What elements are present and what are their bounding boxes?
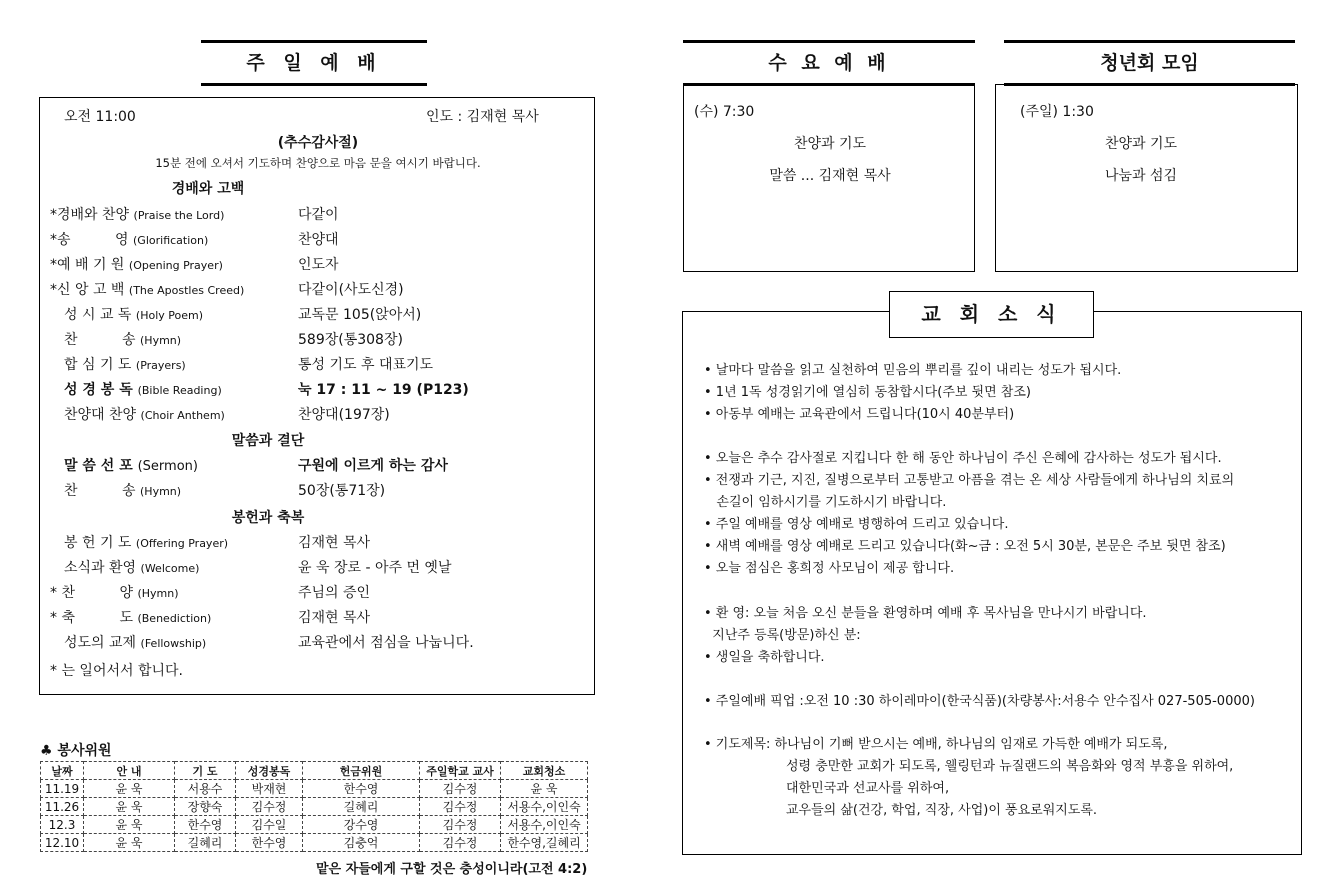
- table-cell: 서용수,이인숙: [501, 798, 588, 816]
- news-line: • 생일을 축하합니다.: [704, 650, 825, 665]
- section-word: 말씀과 결단: [231, 433, 305, 449]
- section-offering: 봉헌과 축복: [231, 510, 305, 526]
- col-header: 주일학교 교사: [420, 762, 501, 780]
- order-item: 성 시 교 독 (Holy Poem): [64, 307, 204, 323]
- news-line: • 오늘 점심은 홍희정 사모님이 제공 합니다.: [704, 561, 955, 576]
- order-value: 다같이(사도신경): [298, 282, 404, 298]
- order-item: 합 심 기 도 (Prayers): [64, 357, 186, 373]
- order-value: 찬양대: [298, 232, 339, 248]
- order-value: 589장(통308장): [298, 332, 403, 348]
- order-value: 주님의 증인: [298, 585, 371, 601]
- order-item: * 축 도 (Benediction): [50, 610, 212, 626]
- wednesday-title: 수 요 예 배: [683, 40, 975, 86]
- service-time: 오전 11:00: [64, 109, 136, 125]
- news-line: 교우들의 삶(건강, 학업, 직장, 사업)이 풍요로워지도록.: [786, 803, 1098, 818]
- order-value: 김재현 목사: [298, 610, 371, 626]
- table-row: [41, 834, 588, 852]
- table-cell: 김수정: [236, 798, 303, 816]
- table-header-row: [41, 762, 588, 780]
- table-cell: 윤 욱: [84, 816, 175, 834]
- table-cell: 김충억: [303, 834, 420, 852]
- news-line: • 아동부 예배는 교육관에서 드립니다(10시 40분부터): [704, 407, 1015, 422]
- order-value: 찬양대(197장): [298, 407, 390, 423]
- table-cell: 윤 욱: [84, 834, 175, 852]
- order-item: 찬 송 (Hymn): [64, 332, 182, 348]
- order-value: 인도자: [298, 257, 339, 273]
- col-header: 성경봉독: [236, 762, 303, 780]
- order-item: 찬 송 (Hymn): [64, 483, 182, 499]
- table-row: [41, 780, 588, 798]
- table-cell: 장향숙: [175, 798, 236, 816]
- service-subtitle: (추수감사절): [277, 135, 359, 151]
- table-cell: 한수영: [236, 834, 303, 852]
- table-row: [41, 798, 588, 816]
- table-cell: 길혜리: [303, 798, 420, 816]
- order-item: 봉 헌 기 도 (Offering Prayer): [64, 535, 229, 551]
- order-value: 50장(통71장): [298, 483, 386, 499]
- wednesday-box: [683, 84, 975, 272]
- table-cell: 김수정: [420, 780, 501, 798]
- col-header: 헌금위원: [303, 762, 420, 780]
- service-notice: 15분 전에 오셔서 기도하며 찬양으로 마음 문을 여시기 바랍니다.: [155, 156, 481, 170]
- col-header: 기 도: [175, 762, 236, 780]
- order-value: 교육관에서 점심을 나눕니다.: [298, 635, 474, 651]
- table-cell: 한수영: [175, 816, 236, 834]
- sunday-order-box: [39, 97, 595, 695]
- news-line: • 환 영: 오늘 처음 오신 분들을 환영하며 예배 후 목사님을 만나시기 바랍니다.: [704, 606, 1147, 621]
- order-item: *송 영 (Glorification): [50, 232, 209, 248]
- news-line: • 새벽 예배를 영상 예배로 드리고 있습니다(화~금 : 오전 5시 30분, 본문은 주보 뒷면 참조): [704, 539, 1226, 554]
- sunday-title: 주 일 예 배: [201, 40, 427, 86]
- order-item: 찬양대 찬양 (Choir Anthem): [64, 407, 225, 423]
- news-line: • 날마다 말씀을 읽고 실천하여 믿음의 뿌리를 깊이 내리는 성도가 됩시다.: [704, 363, 1122, 378]
- table-cell: 한수영,길혜리: [501, 834, 588, 852]
- youth-box: [995, 84, 1298, 272]
- news-line: • 1년 1독 성경읽기에 열심히 동참합시다(주보 뒷면 참조): [704, 385, 1031, 400]
- news-line: • 기도제목: 하나님이 기뻐 받으시는 예배, 하나님의 임재로 가득한 예배가 되도록,: [704, 737, 1168, 752]
- wednesday-line1: 찬양과 기도: [793, 136, 867, 152]
- committee-title: ♣ 봉사위원: [40, 743, 112, 759]
- table-cell: 윤 욱: [84, 798, 175, 816]
- news-line: • 주일예배 픽업 :오전 10 :30 하이레마이(한국식품)(차량봉사:서용수 안수집사 027-505-0000): [704, 694, 1255, 709]
- order-item: 성도의 교제 (Fellowship): [64, 635, 207, 651]
- news-line: • 오늘은 추수 감사절로 지킵니다 한 해 동안 하나님이 주신 은혜에 감사하는 성도가 됩시다.: [704, 451, 1222, 466]
- order-item: 말 씀 선 포 (Sermon): [64, 458, 198, 474]
- table-cell: 윤 욱: [84, 780, 175, 798]
- table-cell: 김수정: [420, 798, 501, 816]
- table-cell: 서용수: [175, 780, 236, 798]
- order-value: 통성 기도 후 대표기도: [298, 357, 434, 373]
- news-line: 지난주 등록(방문)하신 분:: [704, 628, 861, 643]
- section-worship: 경배와 고백: [171, 181, 245, 197]
- news-line: 손길이 임하시기를 기도하시기 바랍니다.: [704, 495, 947, 510]
- table-cell: 강수영: [303, 816, 420, 834]
- table-cell: 12.10: [41, 834, 84, 852]
- news-title: 교 회 소 식: [889, 291, 1094, 338]
- news-line: • 전쟁과 기근, 지진, 질병으로부터 고통받고 아픔을 겪는 온 세상 사람들에게 하나님의 치료의: [704, 473, 1235, 488]
- order-value: 교독문 105(앉아서): [298, 307, 422, 323]
- news-line: 성령 충만한 교회가 되도록, 웰링턴과 뉴질랜드의 복음화와 영적 부흥을 위하여,: [786, 759, 1234, 774]
- order-item: * 찬 양 (Hymn): [50, 585, 179, 601]
- order-value: 윤 욱 장로 - 아주 먼 옛날: [298, 560, 452, 576]
- col-header: 안 내: [84, 762, 175, 780]
- verse: 맡은 자들에게 구할 것은 충성이니라(고전 4:2): [316, 862, 588, 877]
- order-value: 다같이: [298, 207, 339, 223]
- news-line: 대한민국과 선교사를 위하여,: [786, 781, 950, 796]
- youth-title: 청년회 모임: [1004, 40, 1295, 86]
- service-leader: 인도 : 김재현 목사: [426, 109, 539, 125]
- table-cell: 12.3: [41, 816, 84, 834]
- table-cell: 서용수,이인숙: [501, 816, 588, 834]
- order-value: 구원에 이르게 하는 감사: [298, 458, 448, 474]
- table-cell: 11.26: [41, 798, 84, 816]
- table-row: [41, 816, 588, 834]
- table-cell: 김수정: [420, 816, 501, 834]
- news-line: • 주일 예배를 영상 예배로 병행하여 드리고 있습니다.: [704, 517, 1009, 532]
- table-cell: 11.19: [41, 780, 84, 798]
- table-cell: 김수정: [420, 834, 501, 852]
- committee-table: [40, 761, 588, 852]
- youth-line1: 찬양과 기도: [1104, 136, 1178, 152]
- table-cell: 박재현: [236, 780, 303, 798]
- order-item: 소식과 환영 (Welcome): [64, 560, 200, 576]
- order-item: *신 앙 고 백 (The Apostles Creed): [50, 282, 245, 298]
- standing-footnote: * 는 일어서서 합니다.: [50, 663, 183, 679]
- order-item: 성 경 봉 독 (Bible Reading): [64, 382, 222, 398]
- table-cell: 김수일: [236, 816, 303, 834]
- order-value: 눅 17 : 11 ~ 19 (P123): [298, 382, 469, 398]
- table-cell: 길혜리: [175, 834, 236, 852]
- col-header: 교회청소: [501, 762, 588, 780]
- order-item: *경배와 찬양 (Praise the Lord): [50, 207, 225, 223]
- col-header: 날짜: [41, 762, 84, 780]
- order-value: 김재현 목사: [298, 535, 371, 551]
- wednesday-time: (수) 7:30: [694, 104, 755, 120]
- table-cell: 한수영: [303, 780, 420, 798]
- order-item: *예 배 기 원 (Opening Prayer): [50, 257, 223, 273]
- wednesday-line2: 말씀 ... 김재현 목사: [769, 168, 891, 184]
- youth-time: (주일) 1:30: [1020, 104, 1094, 120]
- youth-line2: 나눔과 섬김: [1104, 168, 1178, 184]
- table-cell: 윤 욱: [501, 780, 588, 798]
